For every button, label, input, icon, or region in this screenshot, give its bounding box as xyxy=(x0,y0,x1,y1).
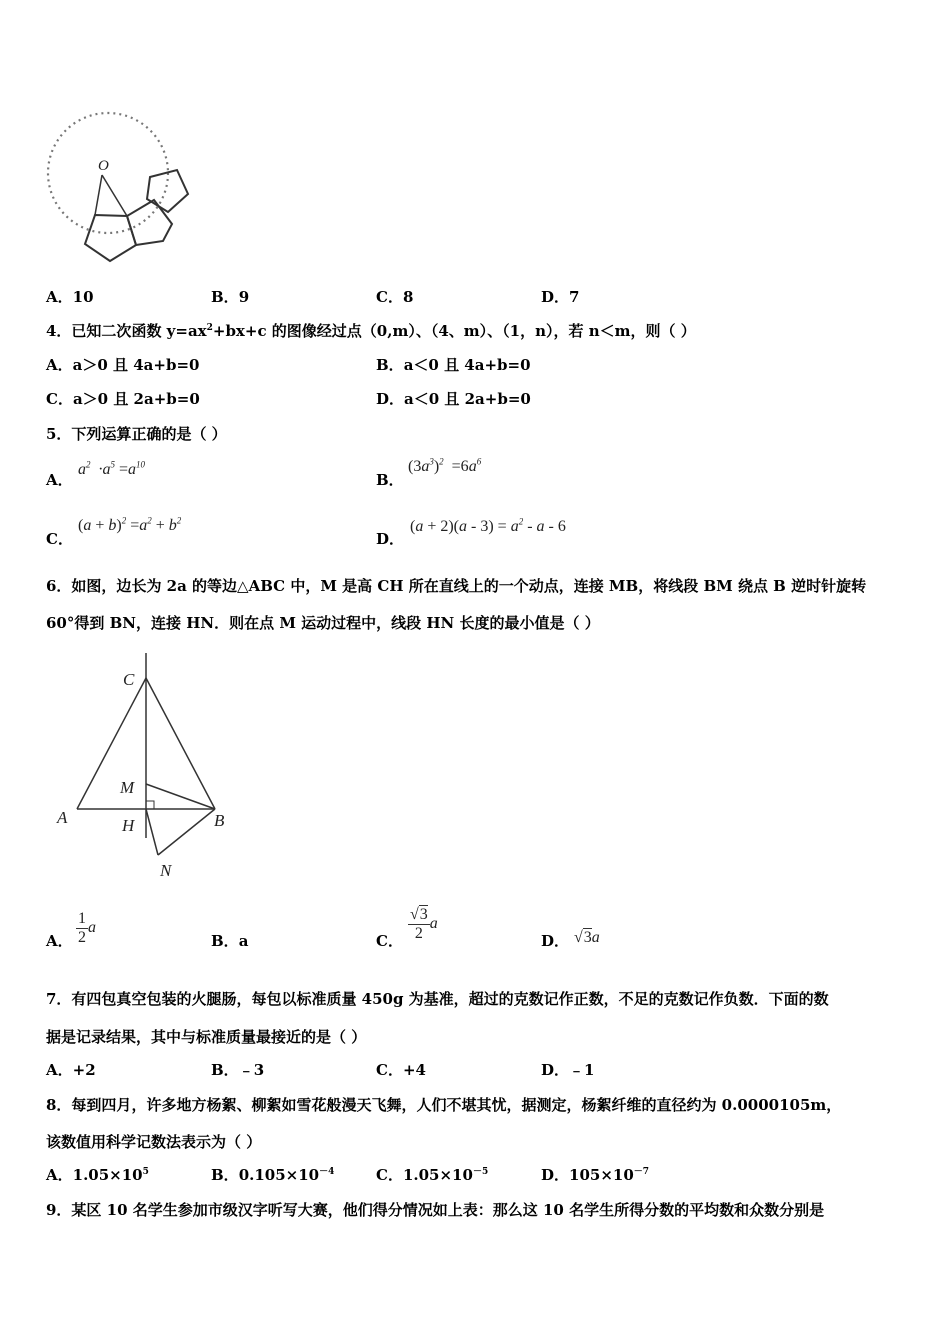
q5-formula-a: $a^2 \cdot a^5 =a^{10}$ xyxy=(78,459,146,478)
q6-option-d[interactable]: D． xyxy=(541,932,570,950)
q6-option-c[interactable]: C． xyxy=(376,932,403,950)
side-ca xyxy=(77,678,146,809)
q5-formula-b: $(3a^3)^2 =6a^6$ xyxy=(408,456,482,475)
q8-option-a[interactable]: A．$1.05\times 10^5$ xyxy=(46,1166,149,1184)
q7-option-c[interactable]: C．+4 xyxy=(376,1061,426,1079)
q3-option-d[interactable]: D．7 xyxy=(541,288,580,306)
q6-formula-d: √3a xyxy=(574,929,600,946)
q7-line2: 据是记录结果，其中与标准质量最接近的是（ ） xyxy=(46,1028,367,1046)
q6-option-b[interactable]: B．a xyxy=(211,932,249,950)
q8-line2: 该数值用科学记数法表示为（ ） xyxy=(46,1133,262,1151)
q4-option-b[interactable]: B．a＜0 且 4a+b=0 xyxy=(376,356,531,374)
q5-option-d[interactable]: D． xyxy=(376,530,405,548)
label-b: B xyxy=(214,811,225,830)
q6-line1: 6．如图，边长为 2a 的等边△ABC 中，M 是高 CH 所在直线上的一个动点，连接 MB，将线段 BM 绕点 B 逆时针旋转 xyxy=(46,577,867,595)
q7-line1: 7．有四包真空包装的火腿肠，每包以标准质量 450g 为基准，超过的克数记作正数，不足的克数记作负数．下面的数 xyxy=(46,990,829,1008)
pentagon-middle xyxy=(127,200,172,245)
right-angle-mark xyxy=(146,801,154,809)
q7-option-d[interactable]: D．﹣1 xyxy=(541,1061,595,1079)
label-a: A xyxy=(57,808,68,827)
q4-option-c[interactable]: C．a＞0 且 2a+b=0 xyxy=(46,390,200,408)
q3-option-c[interactable]: C．8 xyxy=(376,288,414,306)
segment-hn xyxy=(146,809,158,855)
q4-option-d[interactable]: D．a＜0 且 2a+b=0 xyxy=(376,390,531,408)
q8-option-d[interactable]: D．$105\times 10^{-7}$ xyxy=(541,1166,650,1184)
q5-option-b[interactable]: B． xyxy=(376,471,404,489)
label-o: O xyxy=(98,158,109,174)
q8-option-c[interactable]: C．$1.05\times 10^{-5}$ xyxy=(376,1166,489,1184)
q6-formula-c: $\frac{√3}{2}$ a xyxy=(410,906,438,942)
q3-option-a[interactable]: A．10 xyxy=(46,288,94,306)
q7-option-b[interactable]: B．﹣3 xyxy=(211,1061,265,1079)
q5-formula-c: $(a + b)^2 =a^2 + b^2$ xyxy=(78,515,182,534)
q5-formula-d: $(a + 2)(a - 3) = a^2 - a - 6$ xyxy=(410,516,566,535)
q5-option-a[interactable]: A． xyxy=(46,471,73,489)
q8-option-b[interactable]: B．$0.105\times 10^{-4}$ xyxy=(211,1166,335,1184)
q5-option-c[interactable]: C． xyxy=(46,530,73,548)
q6-formula-a: $\frac{1}{2}$ a xyxy=(78,910,96,946)
q8-line1: 8．每到四月，许多地方杨絮、柳絮如雪花般漫天飞舞，人们不堪其忧，据测定，杨絮纤维的直径约为 0.0000105m， xyxy=(46,1096,842,1114)
segment-bn xyxy=(158,809,215,855)
q4-stem: 4．已知二次函数 $y=ax^2+bx+c$ 的图像经过点（0,m）、（4、m）、（1，n），若 n＜m，则（ ） xyxy=(46,322,696,340)
q7-option-a[interactable]: A．+2 xyxy=(46,1061,96,1079)
label-c: C xyxy=(123,670,135,689)
q6-figure xyxy=(50,648,240,888)
q6-line2: 60°得到 BN，连接 HN．则在点 M 运动过程中，线段 HN 长度的最小值是（ ） xyxy=(46,614,600,632)
q6-option-a[interactable]: A． xyxy=(46,932,73,950)
label-m: M xyxy=(120,778,135,797)
q4-option-a[interactable]: A．a＞0 且 4a+b=0 xyxy=(46,356,200,374)
q3-option-b[interactable]: B．9 xyxy=(211,288,250,306)
label-h: H xyxy=(122,816,135,835)
line-o-left xyxy=(95,175,102,215)
side-cb xyxy=(146,678,215,809)
label-n: N xyxy=(160,861,172,880)
q3-figure xyxy=(40,108,210,268)
q5-stem: 5．下列运算正确的是（ ） xyxy=(46,425,227,443)
line-o-right xyxy=(102,175,127,216)
q9-line1: 9．某区 10 名学生参加市级汉字听写大赛，他们得分情况如上表：那么这 10 名学生所得分数的平均数和众数分别是 xyxy=(46,1201,825,1219)
pentagon-right xyxy=(147,170,188,212)
